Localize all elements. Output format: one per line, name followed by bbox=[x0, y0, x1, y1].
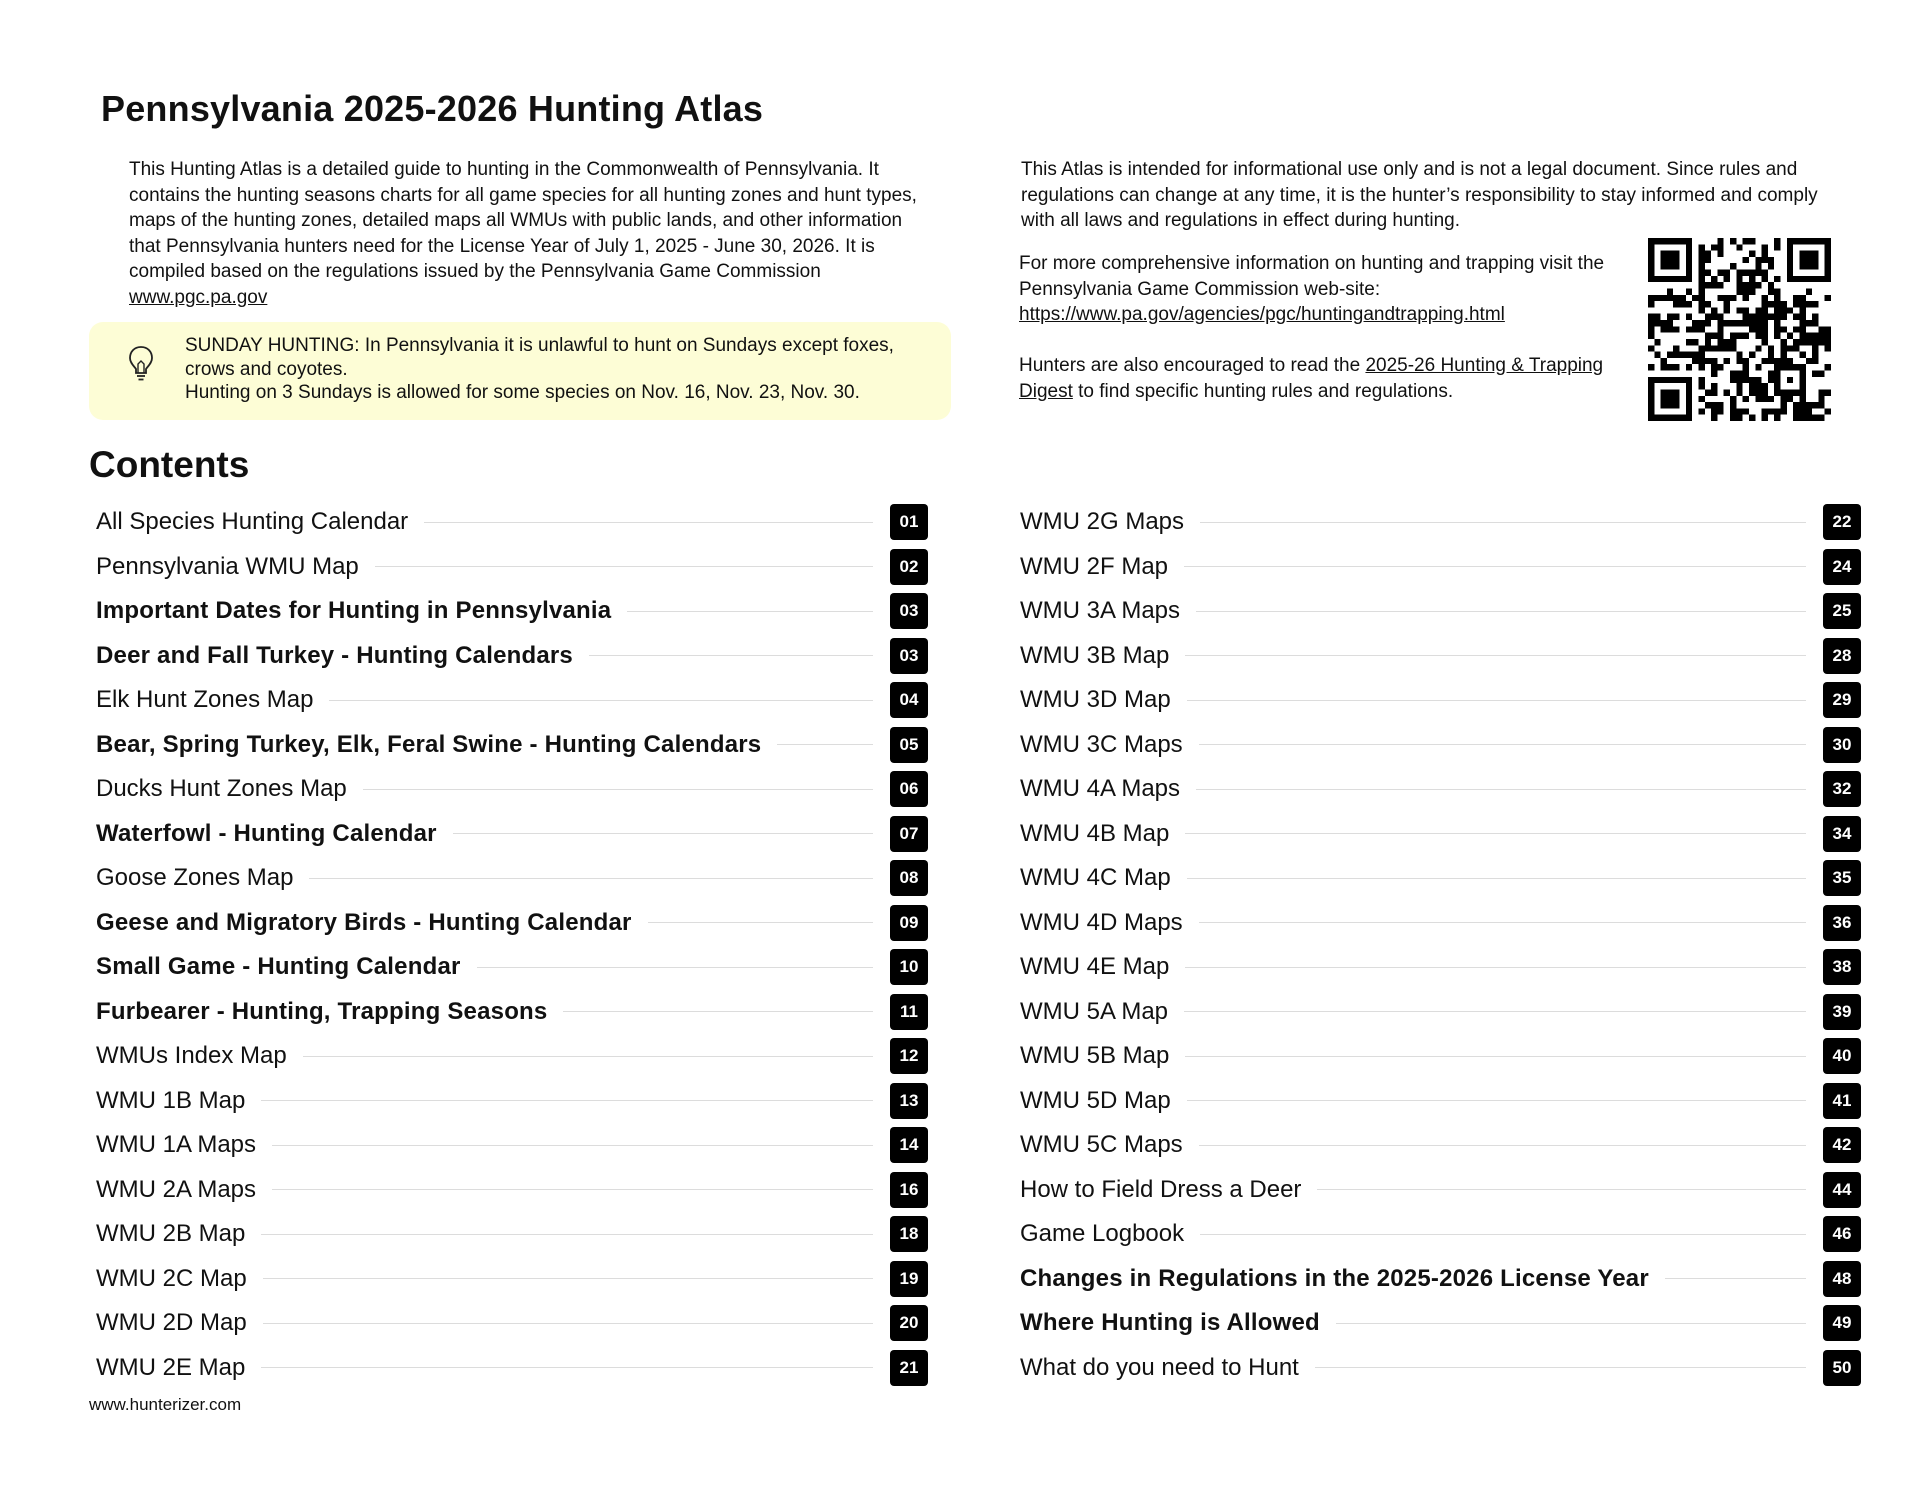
toc-entry[interactable] bbox=[89, 945, 928, 990]
notice-line-2: Hunting on 3 Sundays is allowed for some species on Nov. 16, Nov. 23, Nov. 30. bbox=[185, 382, 860, 403]
toc-entry[interactable] bbox=[89, 545, 928, 590]
toc-entry[interactable] bbox=[1013, 1212, 1861, 1257]
toc-entry-label: WMU 4D Maps bbox=[1020, 908, 1183, 936]
toc-leader-line bbox=[1199, 1145, 1806, 1146]
toc-page-number: 03 bbox=[890, 638, 928, 674]
toc-entry-label: WMU 2D Map bbox=[96, 1309, 247, 1337]
toc-leader-line bbox=[424, 522, 873, 523]
toc-leader-line bbox=[1184, 1011, 1806, 1012]
contents-heading: Contents bbox=[89, 444, 250, 485]
toc-leader-line bbox=[261, 1367, 873, 1368]
toc-page-number: 08 bbox=[890, 860, 928, 896]
toc-leader-line bbox=[453, 833, 873, 834]
toc-entry-label: WMU 2G Maps bbox=[1020, 508, 1185, 536]
digest-prefix: Hunters are also encouraged to read the bbox=[1019, 355, 1366, 376]
notice-text bbox=[185, 334, 945, 405]
toc-page-number: 05 bbox=[890, 727, 928, 763]
toc-leader-line bbox=[1200, 1234, 1806, 1235]
toc-leader-line bbox=[1187, 700, 1806, 701]
toc-entry[interactable] bbox=[89, 1257, 928, 1302]
toc-page-number: 44 bbox=[1823, 1172, 1861, 1208]
toc-entry-label: WMU 3A Maps bbox=[1020, 597, 1181, 625]
toc-entry[interactable] bbox=[89, 1301, 928, 1346]
pgc-hunting-trapping-link[interactable]: https://www.pa.gov/agencies/pgc/huntingandtrapping.html bbox=[1019, 304, 1505, 325]
toc-entry-label: WMU 3C Maps bbox=[1020, 730, 1183, 758]
toc-entry[interactable] bbox=[89, 500, 928, 545]
footer-website[interactable]: www.hunterizer.com bbox=[89, 1395, 242, 1414]
toc-leader-line bbox=[263, 1323, 873, 1324]
toc-entry-label: What do you need to Hunt bbox=[1020, 1353, 1299, 1381]
toc-entry[interactable] bbox=[89, 678, 928, 723]
toc-leader-line bbox=[477, 967, 873, 968]
toc-entry-label: WMU 5D Map bbox=[1020, 1086, 1171, 1114]
toc-entry[interactable] bbox=[1013, 812, 1861, 857]
toc-entry[interactable] bbox=[1013, 723, 1861, 768]
toc-page-number: 01 bbox=[890, 504, 928, 540]
toc-entry-label: WMU 1B Map bbox=[96, 1086, 246, 1114]
toc-page-number: 50 bbox=[1823, 1350, 1861, 1386]
toc-entry[interactable] bbox=[89, 767, 928, 812]
toc-entry-label: Bear, Spring Turkey, Elk, Feral Swine - Hunting Calendars bbox=[96, 730, 762, 758]
toc-page-number: 24 bbox=[1823, 549, 1861, 585]
toc-leader-line bbox=[1187, 878, 1806, 879]
toc-page-number: 42 bbox=[1823, 1127, 1861, 1163]
toc-page-number: 35 bbox=[1823, 860, 1861, 896]
sunday-hunting-notice bbox=[89, 322, 951, 420]
toc-leader-line bbox=[261, 1234, 873, 1235]
toc-left-column bbox=[89, 500, 928, 1390]
toc-entry-label: Furbearer - Hunting, Trapping Seasons bbox=[96, 997, 548, 1025]
toc-page-number: 30 bbox=[1823, 727, 1861, 763]
qr-code[interactable] bbox=[1648, 238, 1831, 421]
toc-leader-line bbox=[363, 789, 873, 790]
toc-page-number: 20 bbox=[890, 1305, 928, 1341]
toc-leader-line bbox=[1187, 1100, 1806, 1101]
toc-leader-line bbox=[1185, 967, 1806, 968]
toc-page-number: 13 bbox=[890, 1083, 928, 1119]
toc-page-number: 39 bbox=[1823, 994, 1861, 1030]
toc-entry[interactable] bbox=[1013, 856, 1861, 901]
digest-paragraph bbox=[1019, 353, 1649, 404]
toc-entry[interactable] bbox=[1013, 589, 1861, 634]
lightbulb-icon bbox=[126, 343, 156, 383]
toc-leader-line bbox=[777, 744, 873, 745]
toc-entry-label: WMU 4E Map bbox=[1020, 953, 1170, 981]
toc-entry-label: Game Logbook bbox=[1020, 1220, 1185, 1248]
toc-leader-line bbox=[1185, 833, 1806, 834]
toc-entry-label: All Species Hunting Calendar bbox=[96, 508, 409, 536]
toc-entry[interactable] bbox=[1013, 1079, 1861, 1124]
toc-entry-label: Geese and Migratory Birds - Hunting Calendar bbox=[96, 908, 632, 936]
toc-entry[interactable] bbox=[1013, 500, 1861, 545]
toc-page-number: 19 bbox=[890, 1261, 928, 1297]
toc-entry[interactable] bbox=[1013, 767, 1861, 812]
toc-leader-line bbox=[263, 1278, 873, 1279]
toc-entry[interactable] bbox=[1013, 1123, 1861, 1168]
toc-leader-line bbox=[261, 1100, 873, 1101]
toc-leader-line bbox=[303, 1056, 873, 1057]
toc-page-number: 10 bbox=[890, 949, 928, 985]
toc-entry-label: WMU 5A Map bbox=[1020, 997, 1169, 1025]
toc-entry[interactable] bbox=[89, 723, 928, 768]
toc-entry-label: WMU 4C Map bbox=[1020, 864, 1171, 892]
toc-leader-line bbox=[1184, 566, 1806, 567]
toc-entry[interactable] bbox=[89, 856, 928, 901]
toc-entry-label: Deer and Fall Turkey - Hunting Calendars bbox=[96, 641, 573, 669]
disclaimer-text: This Atlas is intended for informational use only and is not a legal document. Since rules and regulations can change at any time, it is the hunter’s responsibility to stay informed and comply with all laws and regulations in effect during hunting. bbox=[1021, 159, 1818, 231]
toc-entry[interactable] bbox=[1013, 678, 1861, 723]
toc-leader-line bbox=[1196, 789, 1806, 790]
toc-entry-label: WMU 2A Maps bbox=[96, 1175, 257, 1203]
toc-page-number: 48 bbox=[1823, 1261, 1861, 1297]
intro-paragraph bbox=[129, 157, 929, 310]
toc-page-number: 22 bbox=[1823, 504, 1861, 540]
toc-leader-line bbox=[1196, 611, 1806, 612]
toc-entry[interactable] bbox=[89, 1212, 928, 1257]
toc-entry[interactable] bbox=[89, 1346, 928, 1391]
toc-right-column bbox=[1013, 500, 1861, 1390]
toc-entry-label: Where Hunting is Allowed bbox=[1020, 1309, 1320, 1337]
toc-page-number: 09 bbox=[890, 905, 928, 941]
toc-entry-label: Small Game - Hunting Calendar bbox=[96, 953, 461, 981]
toc-entry-label: WMU 2F Map bbox=[1020, 552, 1169, 580]
toc-page-number: 40 bbox=[1823, 1038, 1861, 1074]
toc-leader-line bbox=[1199, 744, 1806, 745]
toc-entry[interactable] bbox=[1013, 1168, 1861, 1213]
toc-page-number: 32 bbox=[1823, 771, 1861, 807]
toc-entry[interactable] bbox=[89, 1168, 928, 1213]
toc-page-number: 49 bbox=[1823, 1305, 1861, 1341]
toc-page-number: 02 bbox=[890, 549, 928, 585]
toc-leader-line bbox=[309, 878, 873, 879]
toc-entry-label: WMU 4B Map bbox=[1020, 819, 1170, 847]
intro-text: This Hunting Atlas is a detailed guide to hunting in the Commonwealth of Pennsylvania. It contains the hunting seasons charts for all game species for all hunting zones and hunt types, maps of the hunting zones, detailed maps all WMUs with public lands, and other information that Pennsylvania hunters need for the License Year of July 1, 2025 - June 30, 2026. It is compiled based on the regulations issued by the Pennsylvania Game Commission bbox=[129, 159, 917, 282]
page-title: Pennsylvania 2025-2026 Hunting Atlas bbox=[101, 88, 764, 129]
toc-entry[interactable] bbox=[1013, 1257, 1861, 1302]
toc-entry-label: WMU 5B Map bbox=[1020, 1042, 1170, 1070]
notice-line-1: SUNDAY HUNTING: In Pennsylvania it is unlawful to hunt on Sundays except foxes, crows and coyotes. bbox=[185, 335, 894, 380]
toc-leader-line bbox=[1185, 655, 1806, 656]
toc-entry-label: WMU 2C Map bbox=[96, 1264, 247, 1292]
toc-entry[interactable] bbox=[1013, 1346, 1861, 1391]
toc-entry[interactable] bbox=[89, 1079, 928, 1124]
toc-leader-line bbox=[1200, 522, 1806, 523]
toc-entry-label: WMU 2B Map bbox=[96, 1220, 246, 1248]
toc-entry-label: WMUs Index Map bbox=[96, 1042, 287, 1070]
toc-leader-line bbox=[272, 1189, 873, 1190]
toc-entry[interactable] bbox=[89, 634, 928, 679]
toc-entry-label: Changes in Regulations in the 2025-2026 License Year bbox=[1020, 1264, 1649, 1292]
toc-page-number: 34 bbox=[1823, 816, 1861, 852]
digest-link[interactable]: 2025-26 Hunting & Trapping Digest bbox=[1019, 355, 1604, 402]
toc-leader-line bbox=[1336, 1323, 1806, 1324]
digest-suffix: to find specific hunting rules and regulations. bbox=[1072, 380, 1454, 402]
toc-page-number: 46 bbox=[1823, 1216, 1861, 1252]
toc-entry-label: WMU 4A Maps bbox=[1020, 775, 1181, 803]
toc-entry[interactable] bbox=[89, 589, 928, 634]
toc-page-number: 36 bbox=[1823, 905, 1861, 941]
toc-entry-label: WMU 1A Maps bbox=[96, 1131, 257, 1159]
more-info-text: For more comprehensive information on hunting and trapping visit the Pennsylvania Game Commission web-site: bbox=[1019, 253, 1605, 300]
toc-leader-line bbox=[589, 655, 873, 656]
toc-entry-label: Goose Zones Map bbox=[96, 864, 294, 892]
toc-page-number: 28 bbox=[1823, 638, 1861, 674]
more-info-paragraph bbox=[1019, 251, 1649, 328]
toc-page-number: 04 bbox=[890, 682, 928, 718]
toc-page-number: 16 bbox=[890, 1172, 928, 1208]
toc-entry[interactable] bbox=[1013, 990, 1861, 1035]
toc-page-number: 14 bbox=[890, 1127, 928, 1163]
toc-entry[interactable] bbox=[1013, 901, 1861, 946]
toc-page-number: 29 bbox=[1823, 682, 1861, 718]
toc-entry-label: How to Field Dress a Deer bbox=[1020, 1175, 1302, 1203]
toc-leader-line bbox=[648, 922, 873, 923]
toc-leader-line bbox=[272, 1145, 873, 1146]
toc-entry-label: Elk Hunt Zones Map bbox=[96, 686, 314, 714]
toc-page-number: 03 bbox=[890, 593, 928, 629]
toc-leader-line bbox=[375, 566, 873, 567]
toc-page-number: 06 bbox=[890, 771, 928, 807]
toc-entry[interactable] bbox=[1013, 945, 1861, 990]
toc-entry-label: WMU 3B Map bbox=[1020, 641, 1170, 669]
more-info-block bbox=[1019, 251, 1649, 404]
toc-entry[interactable] bbox=[1013, 634, 1861, 679]
toc-leader-line bbox=[1315, 1367, 1806, 1368]
toc-entry-label: Pennsylvania WMU Map bbox=[96, 552, 359, 580]
toc-page-number: 18 bbox=[890, 1216, 928, 1252]
toc-leader-line bbox=[1665, 1278, 1806, 1279]
toc-entry[interactable] bbox=[1013, 1034, 1861, 1079]
toc-leader-line bbox=[1317, 1189, 1806, 1190]
toc-entry[interactable] bbox=[89, 1123, 928, 1168]
toc-entry[interactable] bbox=[89, 1034, 928, 1079]
toc-entry-label: Ducks Hunt Zones Map bbox=[96, 775, 347, 803]
toc-page-number: 25 bbox=[1823, 593, 1861, 629]
toc-leader-line bbox=[1185, 1056, 1806, 1057]
toc-entry-label: WMU 5C Maps bbox=[1020, 1131, 1183, 1159]
pgc-link[interactable]: www.pgc.pa.gov bbox=[129, 286, 268, 308]
toc-entry-label: WMU 3D Map bbox=[1020, 686, 1171, 714]
toc-entry-label: Important Dates for Hunting in Pennsylvania bbox=[96, 597, 612, 625]
toc-entry[interactable] bbox=[89, 901, 928, 946]
toc-page-number: 07 bbox=[890, 816, 928, 852]
toc-entry[interactable] bbox=[1013, 545, 1861, 590]
toc-entry-label: WMU 2E Map bbox=[96, 1353, 246, 1381]
toc-page-number: 12 bbox=[890, 1038, 928, 1074]
toc-page-number: 11 bbox=[890, 994, 928, 1030]
toc-leader-line bbox=[563, 1011, 873, 1012]
toc-page-number: 41 bbox=[1823, 1083, 1861, 1119]
toc-entry[interactable] bbox=[1013, 1301, 1861, 1346]
toc-page-number: 38 bbox=[1823, 949, 1861, 985]
toc-leader-line bbox=[1199, 922, 1806, 923]
toc-entry[interactable] bbox=[89, 990, 928, 1035]
toc-entry[interactable] bbox=[89, 812, 928, 857]
toc-page-number: 21 bbox=[890, 1350, 928, 1386]
toc-leader-line bbox=[627, 611, 873, 612]
toc-entry-label: Waterfowl - Hunting Calendar bbox=[96, 819, 437, 847]
toc-leader-line bbox=[329, 700, 873, 701]
